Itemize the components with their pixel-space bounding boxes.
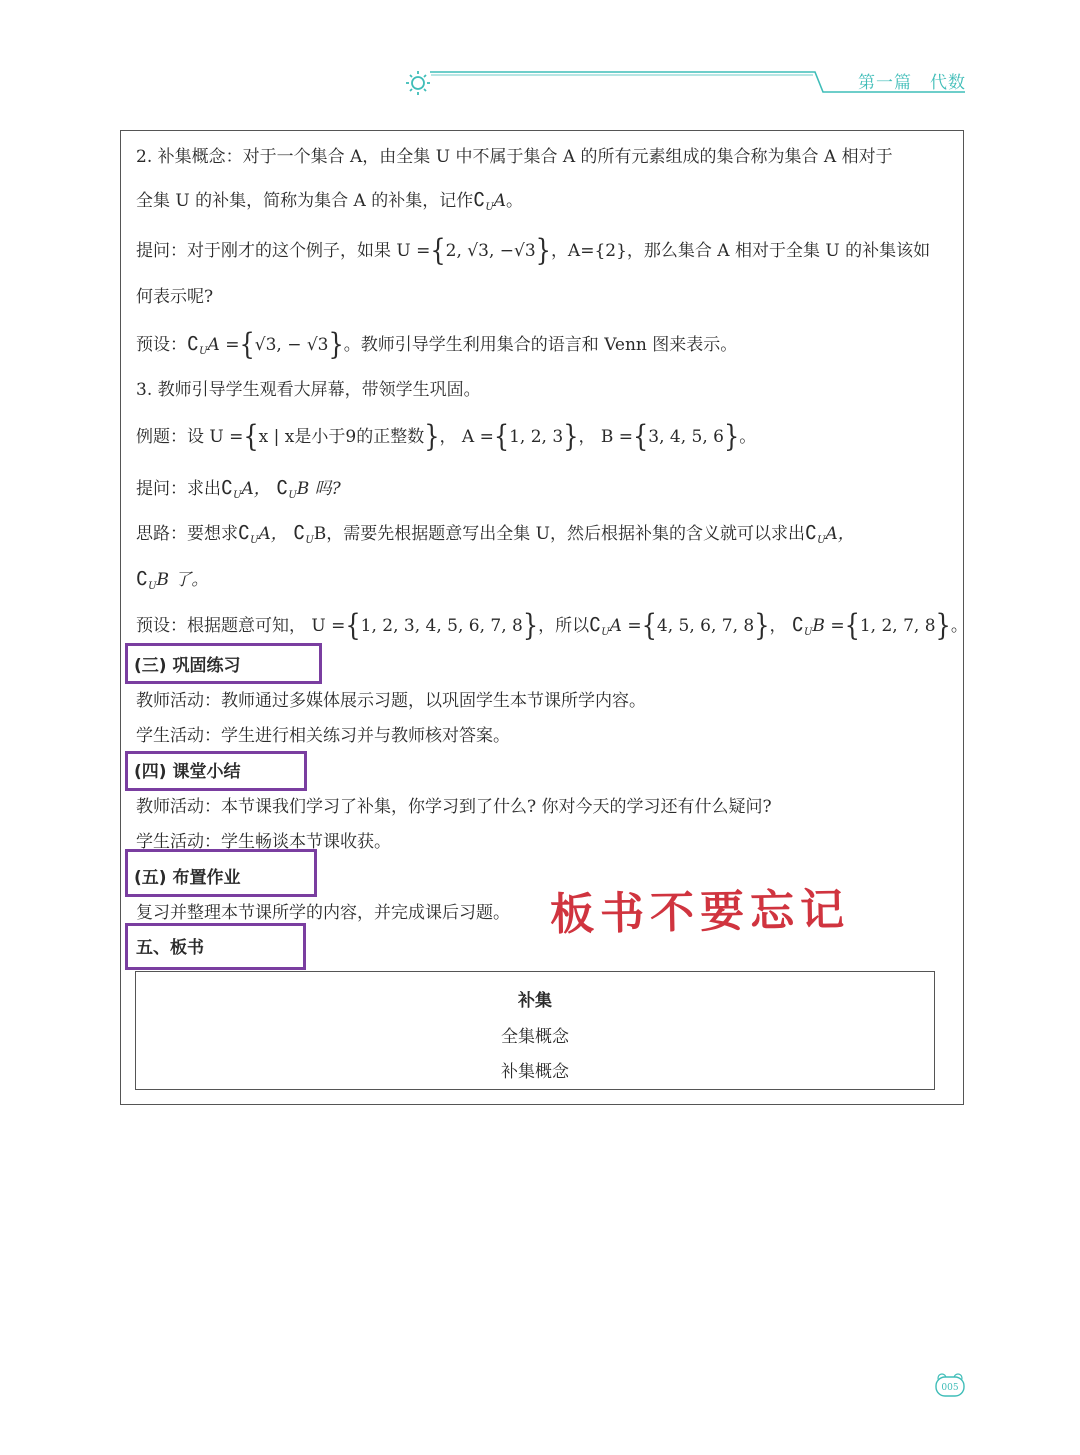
question-line-1: 提问：对于刚才的这个例子，如果 U ={2, √3, −√3}，A={2}，那么集合 A 相对于全集 U 的补集该如 [136, 232, 931, 268]
highlight-box-practice [125, 643, 322, 684]
summary-student-activity: 学生活动：学生畅谈本节课收获。 [136, 832, 391, 852]
question-complement-line: 提问：求出$∁_UA$， $∁_UB$ 吗? [136, 477, 341, 501]
complement-symbol: ∁ [473, 189, 486, 211]
highlight-box-homework [125, 849, 317, 897]
preset-line: 预设：$∁_UA =\{√3$, − √3}。教师引导学生利用集合的语言和 Venn 图来表示。 [136, 326, 738, 362]
blackboard-plan-box [135, 971, 935, 1090]
highlight-box-summary [125, 751, 307, 791]
practice-teacher-activity: 教师活动：教师通过多媒体展示习题，以巩固学生本节课所学内容。 [136, 691, 646, 711]
homework-text: 复习并整理本节课所学的内容，并完成课后习题。 [136, 903, 510, 923]
heading-practice: (三) 巩固练习 [134, 656, 241, 676]
board-item-universal-set: 全集概念 [501, 1027, 569, 1047]
practice-student-activity: 学生活动：学生进行相关练习并与教师核对答案。 [136, 726, 510, 746]
thinking-line-1: 思路：要想求$∁_UA$， $∁_UB$，需要先根据题意写出全集 U，然后根据补集的含义就可以求出$∁_UA$， [136, 522, 855, 546]
heading-summary: (四) 课堂小结 [134, 762, 241, 782]
page-number: 005 [941, 1383, 959, 1393]
concept-paragraph-line-1: 2. 补集概念：对于一个集合 A，由全集 U 中不属于集合 A 的所有元素组成的集合称为集合 A 相对于 [136, 147, 893, 167]
thinking-line-2: $∁_UB$ 了。 [136, 568, 209, 592]
answer-line: 预设：根据题意可知， U ={1, 2, 3, 4, 5, 6, 7, 8}，所以$∁_UA =\{4$, 5, 6, 7, 8}， $∁_UB =\{1$, 2, 7, 8}。 [136, 607, 968, 643]
section-title: 第一篇 代数 [858, 73, 966, 93]
concept-paragraph-line-2: 全集 U 的补集，简称为集合 A 的补集，记作$∁_UA$。 [136, 189, 524, 213]
sun-swirl-icon [406, 71, 430, 95]
board-item-complement: 补集概念 [501, 1062, 569, 1082]
handwritten-annotation: 板书不要忘记 [549, 884, 851, 941]
board-title: 补集 [518, 991, 552, 1011]
heading-blackboard: 五、板书 [136, 938, 204, 958]
highlight-box-blackboard [125, 923, 306, 970]
page-number-badge [934, 1372, 966, 1398]
summary-teacher-activity: 教师活动：本节课我们学习了补集，你学习到了什么? 你对今天的学习还有什么疑问? [136, 797, 772, 817]
step-3-line: 3. 教师引导学生观看大屏幕，带领学生巩固。 [136, 380, 481, 400]
heading-homework: (五) 布置作业 [134, 868, 241, 888]
example-line: 例题：设 U ={x | x是小于9的正整数}， A ={1, 2, 3}， B ={3, 4, 5, 6}。 [136, 418, 757, 454]
question-line-2: 何表示呢? [136, 287, 214, 307]
